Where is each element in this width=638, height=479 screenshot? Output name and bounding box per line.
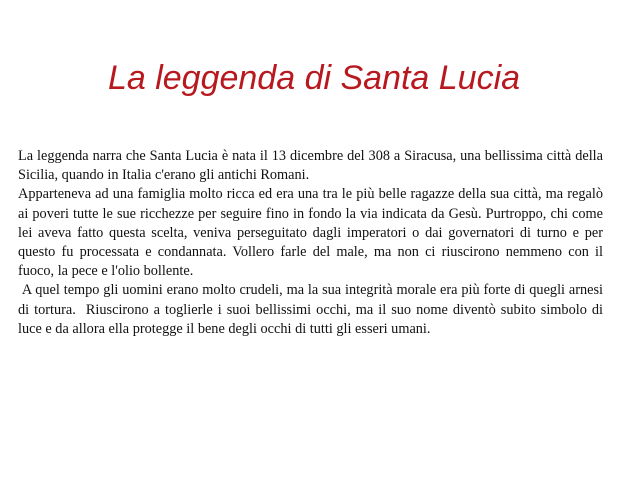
slide-title: La leggenda di Santa Lucia xyxy=(107,59,521,97)
paragraph-family: Apparteneva ad una famiglia molto ricca ed era una tra le più belle ragazze della sua città, ma regalò ai poveri tutte le sue ricchezze per seguire fino in fondo la via indicata da Gesù. Purtroppo, chi come lei aveva fatto questa scelta, veniva perseguitato dagli imperatori o dai governatori di turno e per questo fu processata e condannata. Vollero farle del male, ma non ci riuscirono nemmeno con il fuoco, la pece e l'olio bollente. xyxy=(18,186,603,280)
paragraph-birth: La leggenda narra che Santa Lucia è nata il 13 dicembre del 308 a Siracusa, una bellissima città della Sicilia, quando in Italia c'erano gli antichi Romani. xyxy=(18,148,603,184)
paragraph-torture: A quel tempo gli uomini erano molto crudeli, ma la sua integrità morale era più forte di quegli arnesi di tortura. Riuscirono a toglierle i suoi bellissimi occhi, ma il suo nome diventò subito simbolo di luce e da allora ella protegge il bene degli occhi di tutti gli esseri umani. xyxy=(18,282,607,337)
slide-body xyxy=(18,147,607,339)
